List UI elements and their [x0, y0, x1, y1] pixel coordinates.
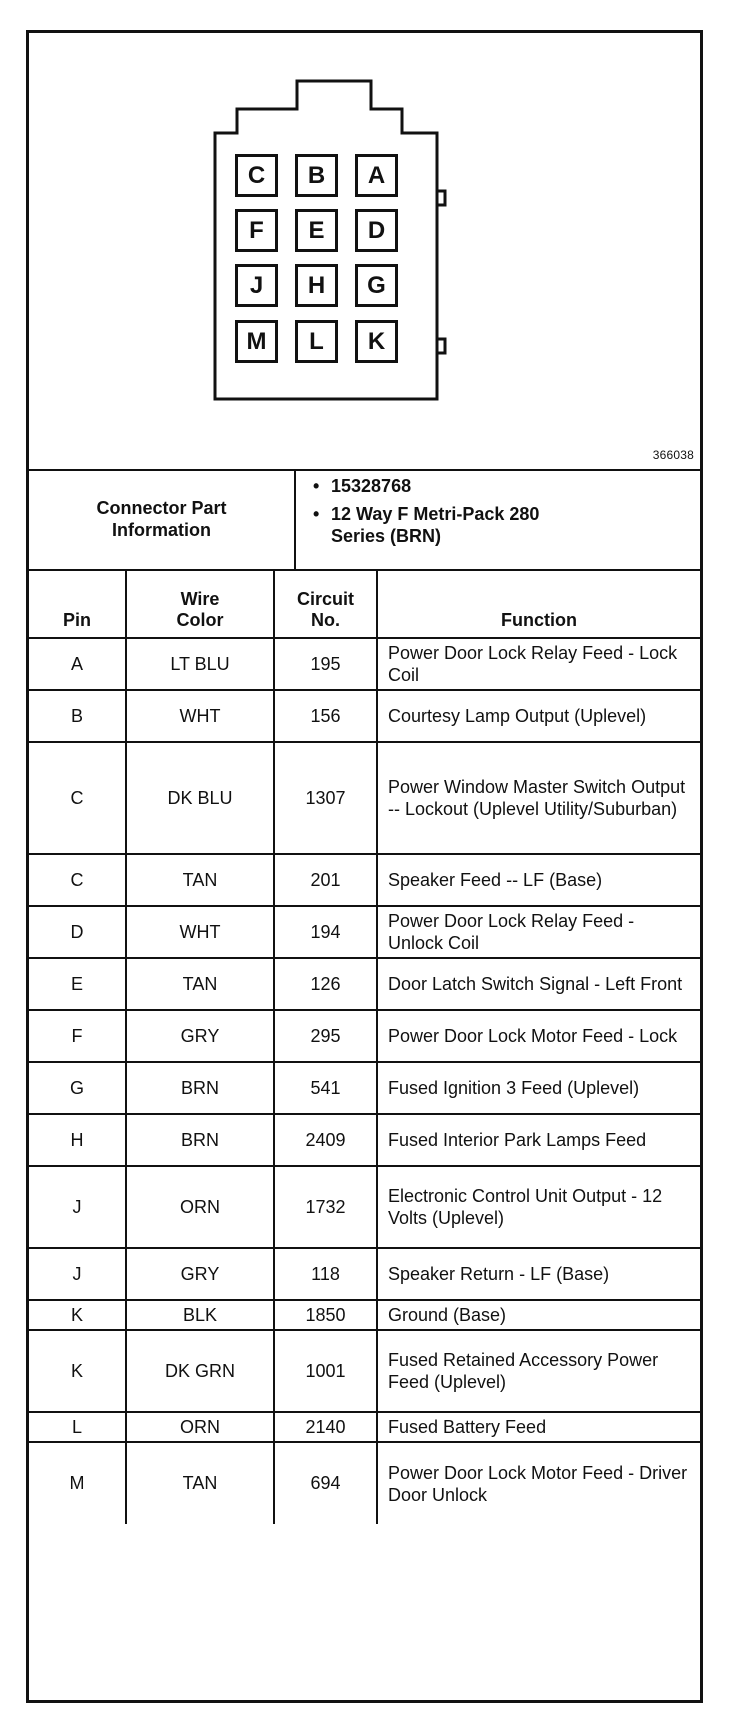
function-cell: Speaker Return - LF (Base) — [377, 1248, 700, 1300]
wire-color-cell: ORN — [126, 1166, 274, 1248]
function-cell: Speaker Feed -- LF (Base) — [377, 854, 700, 906]
function-cell: Fused Ignition 3 Feed (Uplevel) — [377, 1062, 700, 1114]
pin-cell: F — [29, 1010, 126, 1062]
connector-info-label-line1: Connector Part — [96, 498, 227, 518]
connector-info-list — [311, 475, 571, 553]
pin-cell: G — [29, 1062, 126, 1114]
circuit-cell: 126 — [274, 958, 377, 1010]
pin-cell: E — [29, 958, 126, 1010]
function-cell: Power Door Lock Relay Feed - Lock Coil — [377, 638, 700, 690]
connector-info-label — [29, 469, 296, 569]
wire-color-cell: TAN — [126, 854, 274, 906]
pin-cavity-e: E — [295, 209, 338, 252]
pin-cell: A — [29, 638, 126, 690]
table-row — [29, 1166, 700, 1248]
wire-color-cell: TAN — [126, 1442, 274, 1524]
table-row — [29, 854, 700, 906]
connector-info-label-line2: Information — [112, 520, 211, 540]
circuit-cell: 694 — [274, 1442, 377, 1524]
function-cell: Power Door Lock Motor Feed - Driver Door Unlock — [377, 1442, 700, 1524]
connector-part-number: • 15328768 — [311, 475, 571, 497]
wire-color-cell: DK GRN — [126, 1330, 274, 1412]
circuit-cell: 1850 — [274, 1300, 377, 1330]
pin-cavity-h: H — [295, 264, 338, 307]
wire-color-cell: ORN — [126, 1412, 274, 1442]
function-cell: Power Window Master Switch Output -- Lockout (Uplevel Utility/Suburban) — [377, 742, 700, 854]
table-row — [29, 1114, 700, 1166]
circuit-cell: 156 — [274, 690, 377, 742]
table-row — [29, 1300, 700, 1330]
header-circuit-no-text: Circuit No. — [296, 589, 354, 630]
circuit-cell: 1732 — [274, 1166, 377, 1248]
pin-cell: L — [29, 1412, 126, 1442]
pin-cavity-j: J — [235, 264, 278, 307]
function-cell: Fused Battery Feed — [377, 1412, 700, 1442]
circuit-cell: 1307 — [274, 742, 377, 854]
wire-color-cell: GRY — [126, 1248, 274, 1300]
connector-type: • 12 Way F Metri-Pack 280 Series (BRN) — [311, 503, 571, 547]
pin-cell: H — [29, 1114, 126, 1166]
connector-document — [26, 30, 703, 1703]
table-row — [29, 1412, 700, 1442]
wire-color-cell: GRY — [126, 1010, 274, 1062]
pin-cell: J — [29, 1248, 126, 1300]
table-row — [29, 1010, 700, 1062]
pin-cell: J — [29, 1166, 126, 1248]
wire-color-cell: BLK — [126, 1300, 274, 1330]
header-circuit-no — [274, 570, 377, 638]
connector-diagram — [29, 33, 700, 471]
function-cell: Door Latch Switch Signal - Left Front — [377, 958, 700, 1010]
circuit-cell: 1001 — [274, 1330, 377, 1412]
pin-cavity-b: B — [295, 154, 338, 197]
pin-cavity-l: L — [295, 320, 338, 363]
wire-color-cell: LT BLU — [126, 638, 274, 690]
wire-color-cell: WHT — [126, 690, 274, 742]
circuit-cell: 295 — [274, 1010, 377, 1062]
function-cell: Courtesy Lamp Output (Uplevel) — [377, 690, 700, 742]
table-row — [29, 906, 700, 958]
table-row — [29, 638, 700, 690]
table-row — [29, 742, 700, 854]
pin-cell: D — [29, 906, 126, 958]
pin-cavity-c: C — [235, 154, 278, 197]
function-cell: Ground (Base) — [377, 1300, 700, 1330]
function-cell: Power Door Lock Relay Feed - Unlock Coil — [377, 906, 700, 958]
wire-color-cell: DK BLU — [126, 742, 274, 854]
circuit-cell: 118 — [274, 1248, 377, 1300]
circuit-cell: 195 — [274, 638, 377, 690]
function-cell: Fused Retained Accessory Power Feed (Uplevel) — [377, 1330, 700, 1412]
table-row — [29, 690, 700, 742]
pin-cell: K — [29, 1300, 126, 1330]
pin-cell: C — [29, 742, 126, 854]
pin-cavity-k: K — [355, 320, 398, 363]
wire-color-cell: WHT — [126, 906, 274, 958]
table-row — [29, 1442, 700, 1524]
header-pin: Pin — [29, 570, 126, 638]
pin-cell: B — [29, 690, 126, 742]
table-row — [29, 1062, 700, 1114]
pin-cell: M — [29, 1442, 126, 1524]
function-cell: Electronic Control Unit Output - 12 Volts (Uplevel) — [377, 1166, 700, 1248]
table-header-row — [29, 570, 700, 638]
table-row — [29, 1330, 700, 1412]
pin-cavity-g: G — [355, 264, 398, 307]
wire-color-cell: TAN — [126, 958, 274, 1010]
pin-table-body — [29, 638, 700, 1524]
pin-cavity-m: M — [235, 320, 278, 363]
circuit-cell: 541 — [274, 1062, 377, 1114]
circuit-cell: 194 — [274, 906, 377, 958]
header-function: Function — [377, 570, 700, 638]
connector-info — [29, 469, 700, 571]
wire-color-cell: BRN — [126, 1062, 274, 1114]
header-wire-color-text: Wire Color — [176, 589, 224, 630]
table-row — [29, 958, 700, 1010]
function-cell: Fused Interior Park Lamps Feed — [377, 1114, 700, 1166]
pin-cavity-a: A — [355, 154, 398, 197]
circuit-cell: 201 — [274, 854, 377, 906]
pin-cavity-f: F — [235, 209, 278, 252]
pin-table — [29, 569, 700, 1524]
pin-cell: K — [29, 1330, 126, 1412]
wire-color-cell: BRN — [126, 1114, 274, 1166]
pin-cavity-d: D — [355, 209, 398, 252]
function-cell: Power Door Lock Motor Feed - Lock — [377, 1010, 700, 1062]
table-row — [29, 1248, 700, 1300]
figure-id: 366038 — [652, 448, 694, 462]
circuit-cell: 2140 — [274, 1412, 377, 1442]
circuit-cell: 2409 — [274, 1114, 377, 1166]
pin-cell: C — [29, 854, 126, 906]
header-wire-color — [126, 570, 274, 638]
